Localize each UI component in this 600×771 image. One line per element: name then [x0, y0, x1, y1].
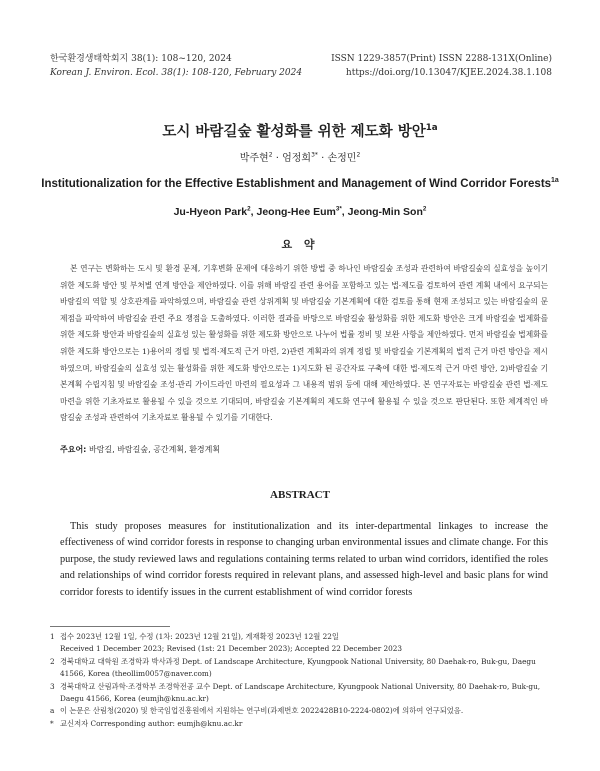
abstract-en-body: This study proposes measures for institutionalization and its inter-departmental linkages to increase the effectiveness of wind corridor forests in response to changing urban environmental issues and climate change. For this purpose, the study reviewed laws and regulations containing terms related to urban wind corridors, identified the roles and relationships of wind corridor forests required in relevant plans, and assessed high-level and basic plans for wind corridor forests to identify issues in the current establishment of wind corridor forests	[60, 521, 548, 598]
footnote-divider	[50, 626, 170, 627]
journal-citation-ko: 한국환경생태학회지 38(1): 108~120, 2024	[50, 54, 232, 64]
author-en-affiliation-marker: 3*	[335, 205, 342, 213]
journal-citation-en: Korean J. Environ. Ecol. 38(1): 108-120, February 2024	[50, 68, 303, 78]
journal-header-left	[50, 52, 302, 80]
footnote-item	[50, 718, 550, 730]
footnote-marker: 3	[50, 681, 55, 691]
author-ko-name: 손정민	[327, 153, 357, 164]
journal-header-right	[331, 52, 552, 80]
paper-title-en	[0, 178, 600, 190]
footnote-text: Received 1 December 2023; Revised (1st: 21 December 2023); Accepted 22 December 2023	[60, 644, 403, 654]
author-list-en	[0, 206, 600, 218]
author-ko-separator: ·	[272, 153, 283, 164]
footnote-item	[50, 681, 550, 706]
keywords-label: 주요어:	[60, 445, 87, 454]
title-en-text: Institutionalization for the Effective Establishment and Management of Wind Corridor Forests	[41, 178, 552, 190]
author-ko-affiliation-marker: 2	[268, 151, 273, 159]
author-ko-affiliation-marker: 3*	[311, 151, 318, 159]
keywords	[60, 444, 220, 455]
author-list-ko	[0, 149, 600, 164]
footnote-marker: a	[50, 706, 55, 716]
footnote-text: 접수 2023년 12월 1일, 수정 (1차: 2023년 12월 21일), 게재확정 2023년 12월 22일	[60, 632, 339, 641]
author-en-affiliation-marker: 2	[247, 205, 251, 213]
author-ko-name: 박주현	[239, 153, 269, 164]
author-en-separator: ,	[341, 206, 348, 218]
footnote-item	[50, 631, 550, 656]
author-ko-affiliation-marker: 2	[356, 151, 361, 159]
keywords-list: 바람길, 바람길숲, 공간계획, 환경계획	[88, 445, 221, 454]
title-ko-text: 도시 바람길숲 활성화를 위한 제도화 방안	[162, 124, 426, 140]
footnote-marker: 2	[50, 656, 55, 666]
author-en-name: Jeong-Min Son	[347, 206, 423, 218]
author-en-separator: ,	[250, 206, 257, 218]
footnote-marker: *	[50, 718, 54, 728]
footnotes	[50, 631, 550, 730]
footnote-text[interactable]: 경북대학교 대학원 조경학과 박사과정 Dept. of Landscape Architecture, Kyungpook National University, 80 Daehak-ro, Buk-gu, Daegu 41566, Korea (theollim0057@naver.com)	[60, 656, 536, 679]
author-ko-name: 엄정희	[282, 153, 312, 164]
footnote-text[interactable]: 교신저자 Corresponding author: eumjh@knu.ac.kr	[60, 718, 243, 728]
footnote-item	[50, 705, 550, 717]
abstract-en-heading: ABSTRACT	[270, 489, 330, 501]
author-en-name: Jeong-Hee Eum	[256, 206, 336, 218]
footnote-item	[50, 656, 550, 681]
footnote-text[interactable]: 경북대학교 산림과학·조경학부 조경학전공 교수 Dept. of Landscape Architecture, Kyungpook National University, 80 Daehak-ro, Buk-gu, Daegu 41566, Korea (eumjh@knu.ac.kr)	[60, 681, 541, 704]
issn: ISSN 1229-3857(Print) ISSN 2288-131X(Online)	[331, 54, 552, 64]
footnote-marker: 1	[50, 632, 55, 641]
abstract-ko-heading: 요 약	[281, 238, 319, 251]
author-en-affiliation-marker: 2	[422, 205, 427, 213]
footnote-text: 이 논문은 산림청(2020) 및 한국임업진흥원에서 지원하는 연구비(과제번호 2022428B10-2224-0802)에 의하여 연구되었음.	[60, 706, 464, 716]
doi-link[interactable]: https://doi.org/10.13047/KJEE.2024.38.1.108	[345, 68, 552, 78]
title-ko-footnote-marker: 1a	[425, 123, 438, 134]
author-en-name: Ju-Hyeon Park	[173, 206, 248, 218]
title-en-footnote-marker: 1a	[551, 177, 559, 185]
author-ko-separator: ·	[317, 153, 328, 164]
abstract-ko-body: 본 연구는 변화하는 도시 및 환경 문제, 기후변화 문제에 대응하기 위한 방법 중 하나인 바람길숲 조성과 관련하여 바람길숲의 실효성을 높이기 위한 제도화 방안 및 부처별 연계 방안을 제안하였다. 이를 위해 바람길 관련 용어를 포함하고 있는 법·제도를 검토하여 관련 계획 내에서 요구되는 바람길의 역할 및 상호관계를 파악하였으며, 바람길숲 관련 상위계획 및 바람길숲 기본계획에 대한 검토를 통해 현재 조성되고 있는 바람길숲의 문제점을 파악하여 바람길숲 관련 주요 쟁점을 도출하였다. 이러한 결과를 바탕으로 바람길숲 활성화를 위한 제도화 방안은 크게 바람길숲 법제화를 위한 제도화 방안과 바람길숲의 실효성 있는 활성화를 위한 제도화 방안으로 나누어 법률 정비 및 보완 사항을 제안하였다. 먼저 바람길숲 법제화를 위한 제도화 방안으로는 1)용어의 정립 및 법적·제도적 근거 마련, 2)관련 계획과의 위계 정립 및 바람길숲 기본계획의 법적 근거 마련 방안을 제시하였으며, 바람길숲의 실효성 있는 활성화를 위한 제도화 방안으로는 1)지도화 된 공간자료 구축에 대한 법·제도적 근거 마련 방안, 2)바람길숲 기본계획 수립지침 및 바람길숲 조성·관리 가이드라인 마련의 필요성과 그 내용적 범위 등에 대해 제안하였다. 본 연구자료는 바람길숲 관련 법·제도 마련을 위한 기초자료로 활용될 수 있을 것으로 기대되며, 바람길숲 기본계획의 제도화 연구에 활용될 수 있을 것으로 판단된다. 또한 체계적인 바람길숲 조성과 관련하여 기초자료로 활용될 수 있기를 기대한다.	[60, 264, 548, 423]
paper-title-ko	[0, 120, 600, 141]
